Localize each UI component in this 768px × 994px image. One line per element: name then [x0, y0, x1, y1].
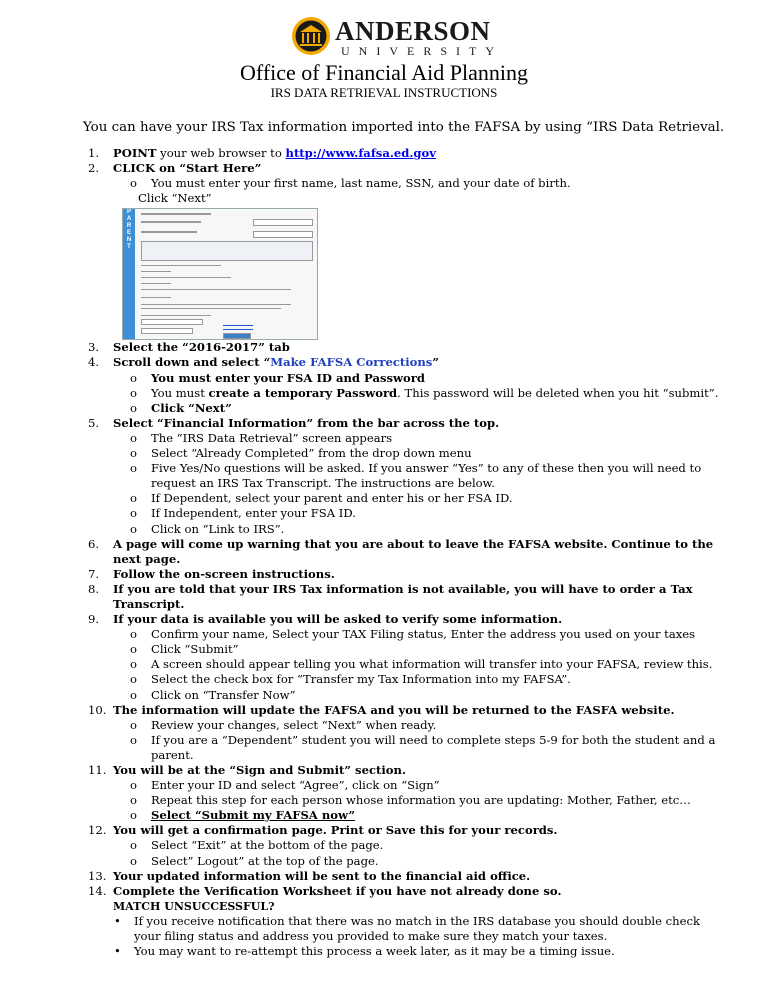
circle-bullet-icon: o: [130, 808, 137, 823]
logo-subtitle: UNIVERSITY: [341, 44, 503, 58]
sub-item-text: Select “Submit my FAFSA now”: [151, 808, 356, 823]
sub-item-text: Select “Exit” at the bottom of the page.: [151, 838, 384, 853]
step-4-sub-3: [88, 401, 728, 416]
step-9-sub-2: [88, 642, 728, 657]
step-10-sub-2: [88, 733, 728, 763]
make-fafsa-corrections-label: Make FAFSA Corrections: [270, 355, 433, 370]
sub-item-text: Click on “Transfer Now”: [151, 687, 296, 702]
step-number: 6.: [88, 536, 100, 551]
university-seal-icon: [291, 16, 331, 56]
step-number: 11.: [88, 763, 107, 777]
circle-bullet-icon: o: [130, 778, 137, 793]
page-title: Office of Financial Aid Planning: [240, 60, 528, 85]
sub-item-text: A screen should appear telling you what information will transfer into your FAFSA, review this.: [151, 657, 713, 672]
sub-item-text: Select” Logout” at the top of the page.: [151, 853, 379, 868]
sub-item-text: Review your changes, select “Next” when ready.: [151, 717, 437, 732]
page-subtitle: IRS DATA RETRIEVAL INSTRUCTIONS: [270, 85, 498, 100]
circle-bullet-icon: o: [130, 657, 137, 672]
step-11-sub-2: [88, 793, 728, 808]
step-5-sub-4: [88, 491, 728, 506]
circle-bullet-icon: o: [130, 400, 137, 415]
circle-bullet-icon: o: [130, 521, 137, 536]
sub-item-text: If you are a “Dependent” student you will need to complete steps 5-9 for both the student and a parent.: [151, 732, 716, 762]
step-6: [88, 537, 728, 567]
sub-item-text: The “IRS Data Retrieval” screen appears: [151, 430, 393, 445]
step-2-next: Click “Next”: [138, 191, 212, 206]
step-5-text: Select “Financial Information” from the bar across the top.: [113, 415, 500, 430]
circle-bullet-icon: o: [130, 506, 137, 521]
sub-item-text: Confirm your name, Select your TAX Filing status, Enter the address you used on your taxes: [151, 627, 696, 642]
step-number: 5.: [88, 415, 100, 430]
step-number: 2.: [88, 161, 100, 176]
step-4: [88, 355, 728, 370]
step-10-text: The information will update the FAFSA and you will be returned to the FASFA website.: [113, 702, 675, 717]
circle-bullet-icon: o: [130, 491, 137, 506]
circle-bullet-icon: o: [130, 838, 137, 853]
intro-text: You can have your IRS Tax information imported into the FAFSA by using “IRS Data Retrieval.: [83, 120, 725, 135]
step-2-sub-1: [88, 176, 728, 191]
instructions-list: [88, 146, 728, 959]
step-5-sub-5: [88, 506, 728, 521]
step-5-sub-6: [88, 522, 728, 537]
step-5-sub-3: [88, 461, 728, 491]
sub-item-text: You must enter your first name, last name, SSN, and your date of birth.: [151, 176, 571, 191]
match-bullet-2: [88, 944, 728, 959]
sub-item-text: If Dependent, select your parent and enter his or her FSA ID.: [151, 491, 513, 506]
step-7: [88, 567, 728, 582]
step-5: [88, 416, 728, 431]
step-8-text: If you are told that your IRS Tax information is not available, you will have to order a Tax Transcript.: [113, 581, 693, 611]
step-5-sub-1: [88, 431, 728, 446]
step-number: 1.: [88, 146, 100, 160]
step-number: 14.: [88, 883, 107, 898]
sub-item-bold: create a temporary Password: [208, 385, 398, 400]
step-number: 13.: [88, 868, 107, 883]
sub-item-text: If Independent, enter your FSA ID.: [151, 506, 356, 521]
step-9-sub-4: [88, 672, 728, 687]
step-11-text: You will be at the “Sign and Submit” section.: [113, 763, 406, 777]
circle-bullet-icon: o: [130, 717, 137, 732]
step-10: [88, 703, 728, 718]
step-2: [88, 161, 728, 176]
fafsa-screenshot-image: [122, 208, 318, 340]
step-9-sub-1: [88, 627, 728, 642]
sub-item-text: Enter your ID and select “Agree”, click on “Sign”: [151, 778, 440, 793]
step-12-text: You will get a confirmation page. Print or Save this for your records.: [113, 823, 558, 838]
step-5-sub-2: [88, 446, 728, 461]
circle-bullet-icon: o: [130, 430, 137, 445]
circle-bullet-icon: o: [130, 176, 137, 191]
sub-item-text: Five Yes/No questions will be asked. If you answer “Yes” to any of these then you will need to request an IRS Tax Transcript. The instructions are below.: [151, 461, 702, 491]
circle-bullet-icon: o: [130, 687, 137, 702]
circle-bullet-icon: o: [130, 446, 137, 461]
step-9-sub-3: [88, 657, 728, 672]
circle-bullet-icon: o: [130, 627, 137, 642]
step-number: 9.: [88, 612, 100, 627]
step-1-text: your web browser to: [156, 146, 286, 160]
step-4-text-a: Scroll down and select “: [113, 355, 271, 370]
step-number: 10.: [88, 702, 107, 717]
sub-item-text: Click on “Link to IRS”.: [151, 521, 285, 536]
step-number: 4.: [88, 355, 100, 370]
anderson-university-logo: [291, 16, 503, 58]
logo-wordmark: ANDERSON: [335, 16, 491, 46]
bullet-text: If you receive notification that there was no match in the IRS database you should double check your filing status and address you provided to make sure they match your taxes.: [134, 913, 700, 944]
sidebar-label: P A R E N T: [126, 209, 132, 251]
bullet-icon: •: [114, 913, 121, 928]
step-12: [88, 823, 728, 838]
step-14-text: Complete the Verification Worksheet if you have not already done so.: [113, 883, 562, 898]
step-number: 12.: [88, 823, 107, 838]
sub-item-text: Click “Next”: [151, 400, 232, 415]
step-number: 8.: [88, 581, 100, 596]
step-7-text: Follow the on-screen instructions.: [113, 566, 335, 581]
bullet-text: You may want to re-attempt this process a week later, as it may be a timing issue.: [134, 944, 615, 959]
sub-item-text: Select “Already Completed” from the drop down menu: [151, 446, 472, 461]
step-4-sub-2: [88, 386, 728, 401]
circle-bullet-icon: o: [130, 853, 137, 868]
step-2-text: CLICK on “Start Here”: [113, 161, 262, 176]
match-bullet-1: [88, 914, 728, 944]
sub-item-text: Repeat this step for each person whose information you are updating: Mother, Father, etc…: [151, 793, 691, 808]
parent-sidebar: [123, 209, 135, 339]
step-13-text: Your updated information will be sent to the financial aid office.: [113, 868, 531, 883]
step-1: [88, 146, 728, 161]
sub-item-text: Click “Submit”: [151, 642, 239, 657]
circle-bullet-icon: o: [130, 385, 137, 400]
step-11: [88, 763, 728, 778]
step-3-text: Select the “2016-2017” tab: [113, 340, 290, 355]
step-14: [88, 884, 728, 899]
bullet-icon: •: [114, 944, 121, 959]
circle-bullet-icon: o: [130, 642, 137, 657]
step-11-sub-1: [88, 778, 728, 793]
match-unsuccessful-heading: MATCH UNSUCCESSFUL?: [113, 899, 275, 913]
sub-item-text: You must: [151, 385, 209, 400]
step-9-sub-5: [88, 688, 728, 703]
step-11-sub-3: [88, 808, 728, 823]
circle-bullet-icon: o: [130, 732, 137, 747]
sub-item-text: Select the check box for “Transfer my Tax Information into my FAFSA”.: [151, 672, 571, 687]
sub-item-text: You must enter your FSA ID and Password: [151, 370, 425, 385]
step-number: 7.: [88, 566, 100, 581]
circle-bullet-icon: o: [130, 461, 137, 476]
step-8: [88, 582, 728, 612]
sub-item-text: . This password will be deleted when you hit “submit”.: [397, 385, 719, 400]
fafsa-link[interactable]: http://www.fafsa.ed.gov: [285, 146, 436, 160]
circle-bullet-icon: o: [130, 672, 137, 687]
step-6-text: A page will come up warning that you are about to leave the FAFSA website. Continue to the next page.: [113, 536, 714, 566]
step-number: 3.: [88, 340, 100, 355]
circle-bullet-icon: o: [130, 370, 137, 385]
step-12-sub-2: [88, 854, 728, 869]
step-10-sub-1: [88, 718, 728, 733]
step-3: [88, 340, 728, 355]
step-9: [88, 612, 728, 627]
step-12-sub-1: [88, 838, 728, 853]
step-1-bold: POINT: [113, 146, 157, 160]
step-4-text-b: ”: [432, 355, 440, 370]
circle-bullet-icon: o: [130, 793, 137, 808]
step-13: [88, 869, 728, 884]
step-4-sub-1: [88, 371, 728, 386]
step-9-text: If your data is available you will be asked to verify some information.: [113, 612, 563, 627]
